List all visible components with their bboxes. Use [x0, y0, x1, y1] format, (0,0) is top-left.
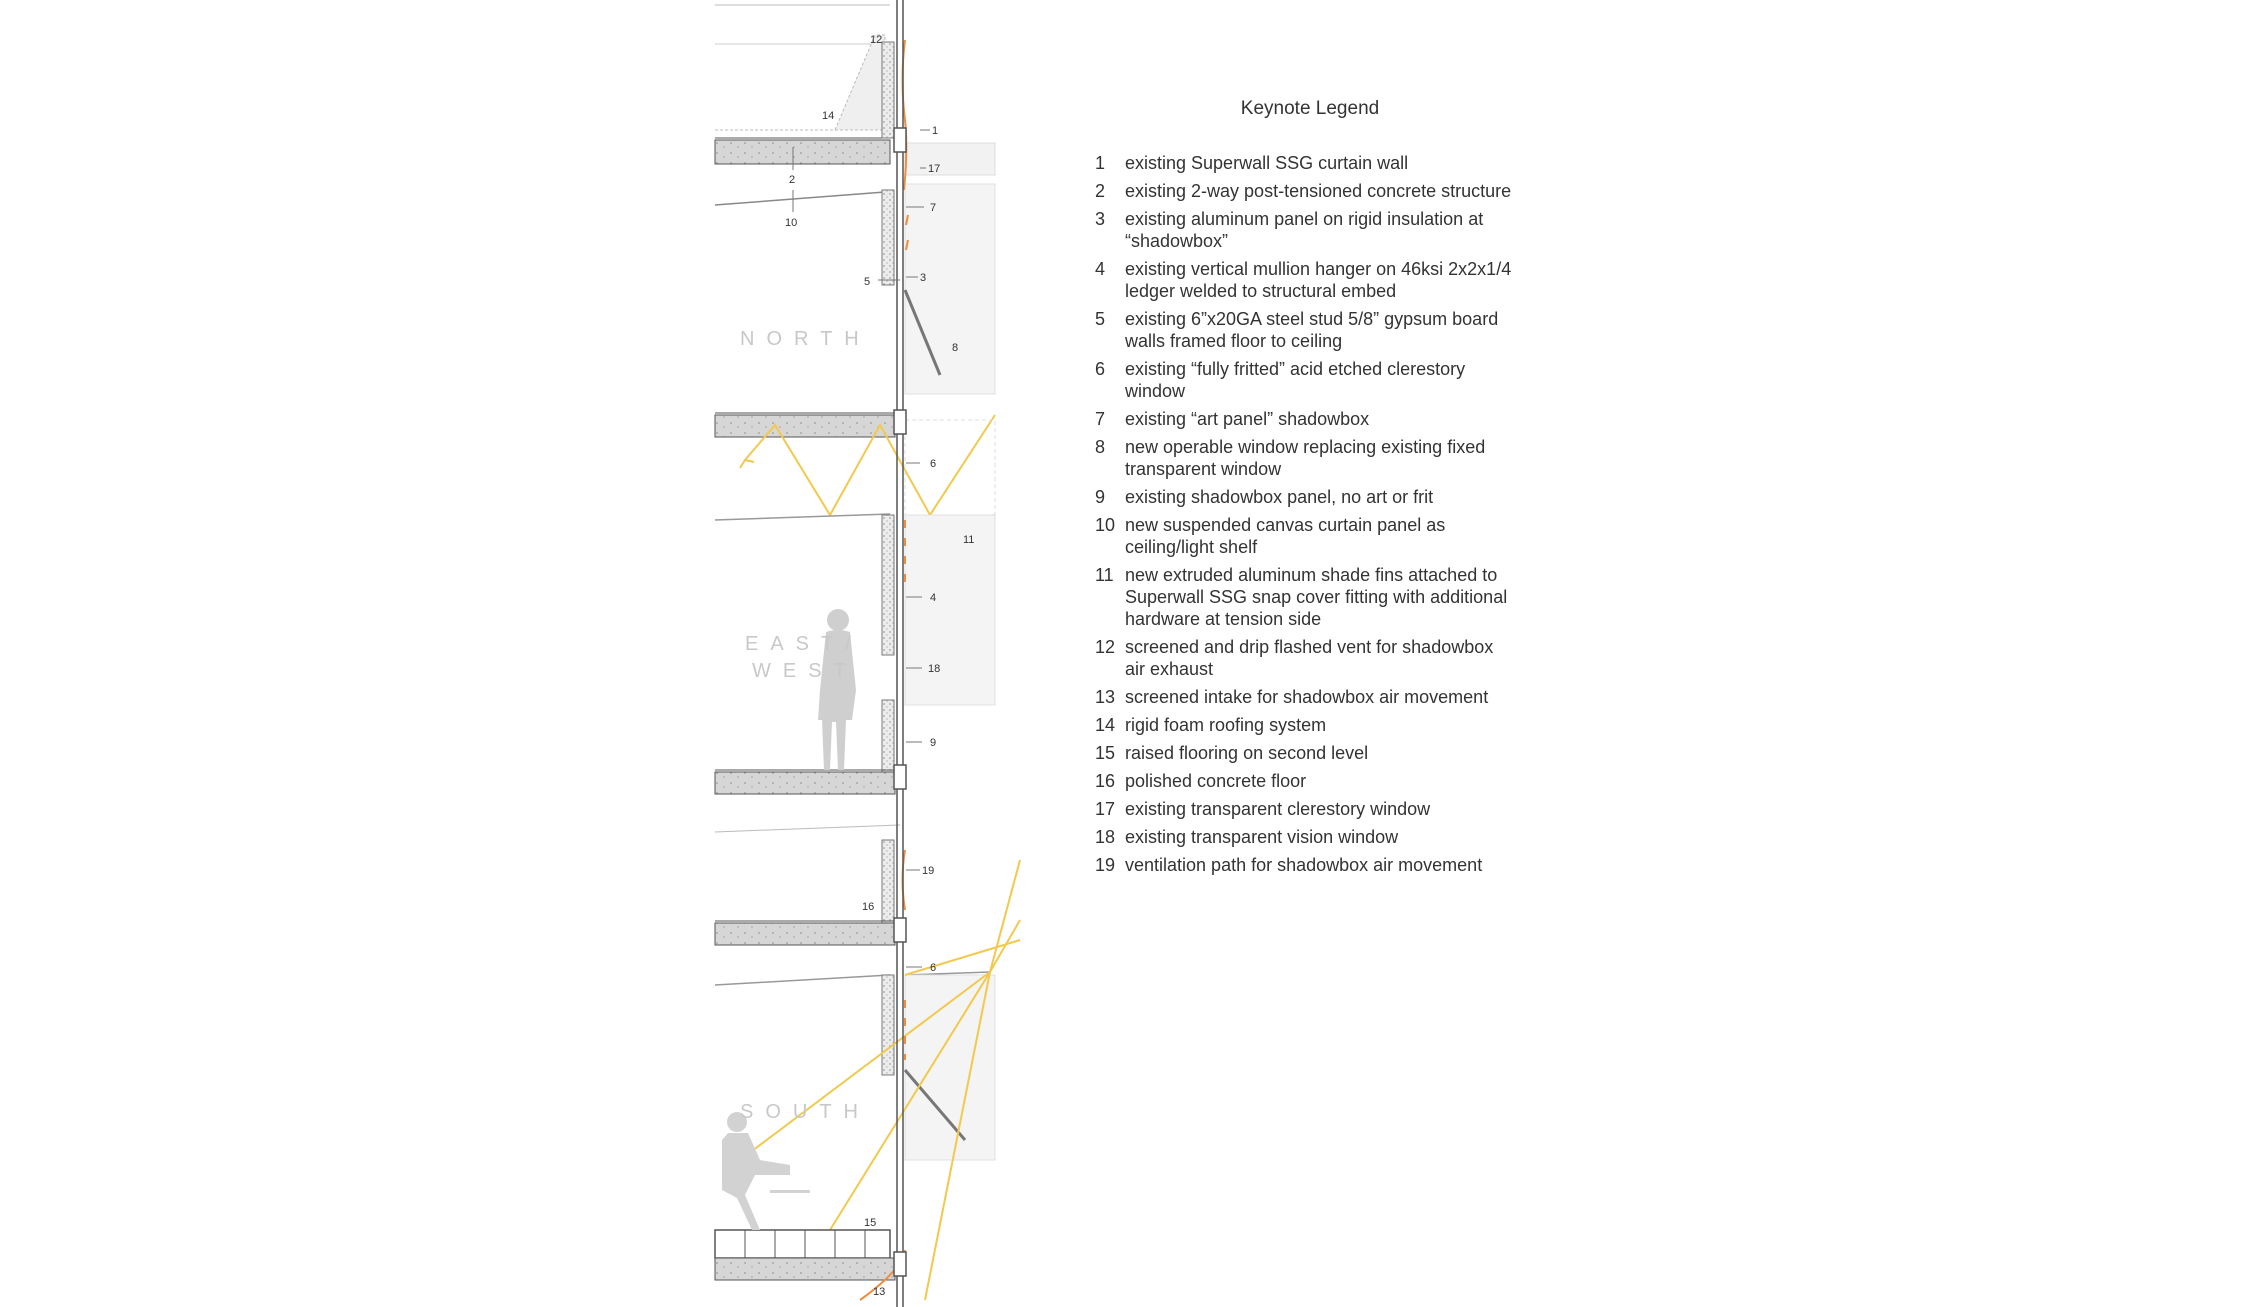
legend-item-text: existing shadowbox panel, no art or frit [1125, 487, 1434, 507]
person-seated-silhouette [722, 1112, 810, 1230]
legend-item-number: 17 [1095, 799, 1116, 819]
east-west-label-1: EAST/ [745, 633, 863, 655]
legend-item-number: 5 [1095, 309, 1106, 329]
legend-item-number: 11 [1095, 565, 1114, 585]
legend-item-text: screened intake for shadowbox air movement [1125, 687, 1489, 707]
legend-title: Keynote Legend [1240, 98, 1380, 119]
legend-item-number: 8 [1095, 437, 1106, 457]
legend-item-text: new operable window replacing existing fixed transparent window [1125, 437, 1486, 479]
legend-item-number: 10 [1095, 515, 1116, 535]
legend-item [1095, 152, 1515, 174]
south-slab-top [715, 923, 895, 945]
callout-6-lower: 6 [930, 962, 937, 974]
legend-item-text: raised flooring on second level [1125, 743, 1369, 763]
legend-item-number: 12 [1095, 637, 1116, 657]
callout-8: 8 [952, 342, 959, 354]
legend-item [1095, 798, 1515, 820]
legend-item-text: rigid foam roofing system [1125, 715, 1327, 735]
legend-item [1095, 770, 1515, 792]
legend-item-text: polished concrete floor [1125, 771, 1307, 791]
legend-item [1095, 180, 1515, 202]
callout-17: 17 [928, 163, 941, 175]
legend-item-text: existing aluminum panel on rigid insulation at “shadowbox” [1125, 209, 1484, 251]
legend-item-number: 1 [1095, 153, 1106, 173]
callout-1: 1 [932, 125, 939, 137]
east-west-slab-bottom [715, 772, 895, 794]
callout-18: 18 [928, 663, 941, 675]
legend-item [1095, 258, 1515, 302]
south-slab-bottom [715, 1258, 895, 1280]
legend-item-text: existing Superwall SSG curtain wall [1125, 153, 1409, 173]
callout-3: 3 [920, 272, 927, 284]
east-west-label-2: WEST [752, 660, 858, 682]
callout-10: 10 [785, 217, 798, 229]
north-section [715, 5, 995, 394]
legend-item [1095, 408, 1515, 430]
keynote-legend [1095, 98, 1515, 882]
legend-item-number: 16 [1095, 771, 1116, 791]
legend-item [1095, 436, 1515, 480]
north-label: NORTH [740, 328, 871, 350]
legend-item [1095, 486, 1515, 508]
legend-item-number: 7 [1095, 409, 1106, 429]
legend-item-number: 4 [1095, 259, 1106, 279]
legend-item [1095, 742, 1515, 764]
legend-list [1095, 152, 1515, 876]
east-west-section [715, 413, 995, 794]
legend-item-text: existing 2-way post-tensioned concrete structure [1125, 181, 1512, 201]
south-label: SOUTH [740, 1101, 870, 1123]
legend-item [1095, 686, 1515, 708]
legend-item-number: 15 [1095, 743, 1116, 763]
legend-item [1095, 358, 1515, 402]
legend-item [1095, 826, 1515, 848]
legend-item [1095, 208, 1515, 252]
legend-item-text: new extruded aluminum shade fins attached to Superwall SSG snap cover fitting with additional hardware at tension side [1125, 565, 1508, 629]
legend-item-number: 6 [1095, 359, 1106, 379]
callout-6-upper: 6 [930, 458, 937, 470]
legend-item-number: 18 [1095, 827, 1116, 847]
callout-11: 11 [963, 534, 975, 546]
callout-4: 4 [930, 592, 937, 604]
legend-item-number: 13 [1095, 687, 1116, 707]
callout-15: 15 [864, 1217, 877, 1229]
east-west-slab-top [715, 415, 895, 437]
legend-item-text: existing “fully fritted” acid etched clerestory window [1125, 359, 1466, 401]
callout-13: 13 [873, 1286, 886, 1298]
raised-floor [715, 1230, 890, 1258]
callout-2: 2 [789, 174, 796, 186]
legend-item-number: 19 [1095, 855, 1116, 875]
legend-item-text: existing “art panel” shadowbox [1125, 409, 1370, 429]
legend-item-text: existing 6”x20GA steel stud 5/8” gypsum board walls framed floor to ceiling [1125, 309, 1499, 351]
callout-9: 9 [930, 737, 937, 749]
callout-5: 5 [864, 276, 871, 288]
callout-12: 12 [870, 34, 883, 46]
callout-14: 14 [822, 110, 835, 122]
legend-item [1095, 564, 1515, 630]
callout-19: 19 [922, 865, 935, 877]
legend-item-text: new suspended canvas curtain panel as ceiling/light shelf [1125, 515, 1446, 557]
legend-item-text: existing vertical mullion hanger on 46ksi 2x2x1/4 ledger welded to structural embed [1125, 259, 1512, 301]
legend-item-text: ventilation path for shadowbox air movement [1125, 855, 1483, 875]
legend-item-number: 14 [1095, 715, 1116, 735]
roof-slab [715, 140, 890, 164]
legend-item-text: existing transparent vision window [1125, 827, 1399, 847]
legend-item [1095, 308, 1515, 352]
legend-item-number: 3 [1095, 209, 1106, 229]
legend-item-number: 9 [1095, 487, 1106, 507]
roof-insulation [715, 35, 885, 130]
legend-item [1095, 854, 1515, 876]
callout-7: 7 [930, 202, 937, 214]
legend-item-text: existing transparent clerestory window [1125, 799, 1431, 819]
callout-16: 16 [862, 901, 875, 913]
legend-item [1095, 714, 1515, 736]
legend-item [1095, 636, 1515, 680]
legend-item [1095, 514, 1515, 558]
legend-item-number: 2 [1095, 181, 1106, 201]
legend-item-text: screened and drip flashed vent for shadowbox air exhaust [1125, 637, 1494, 679]
